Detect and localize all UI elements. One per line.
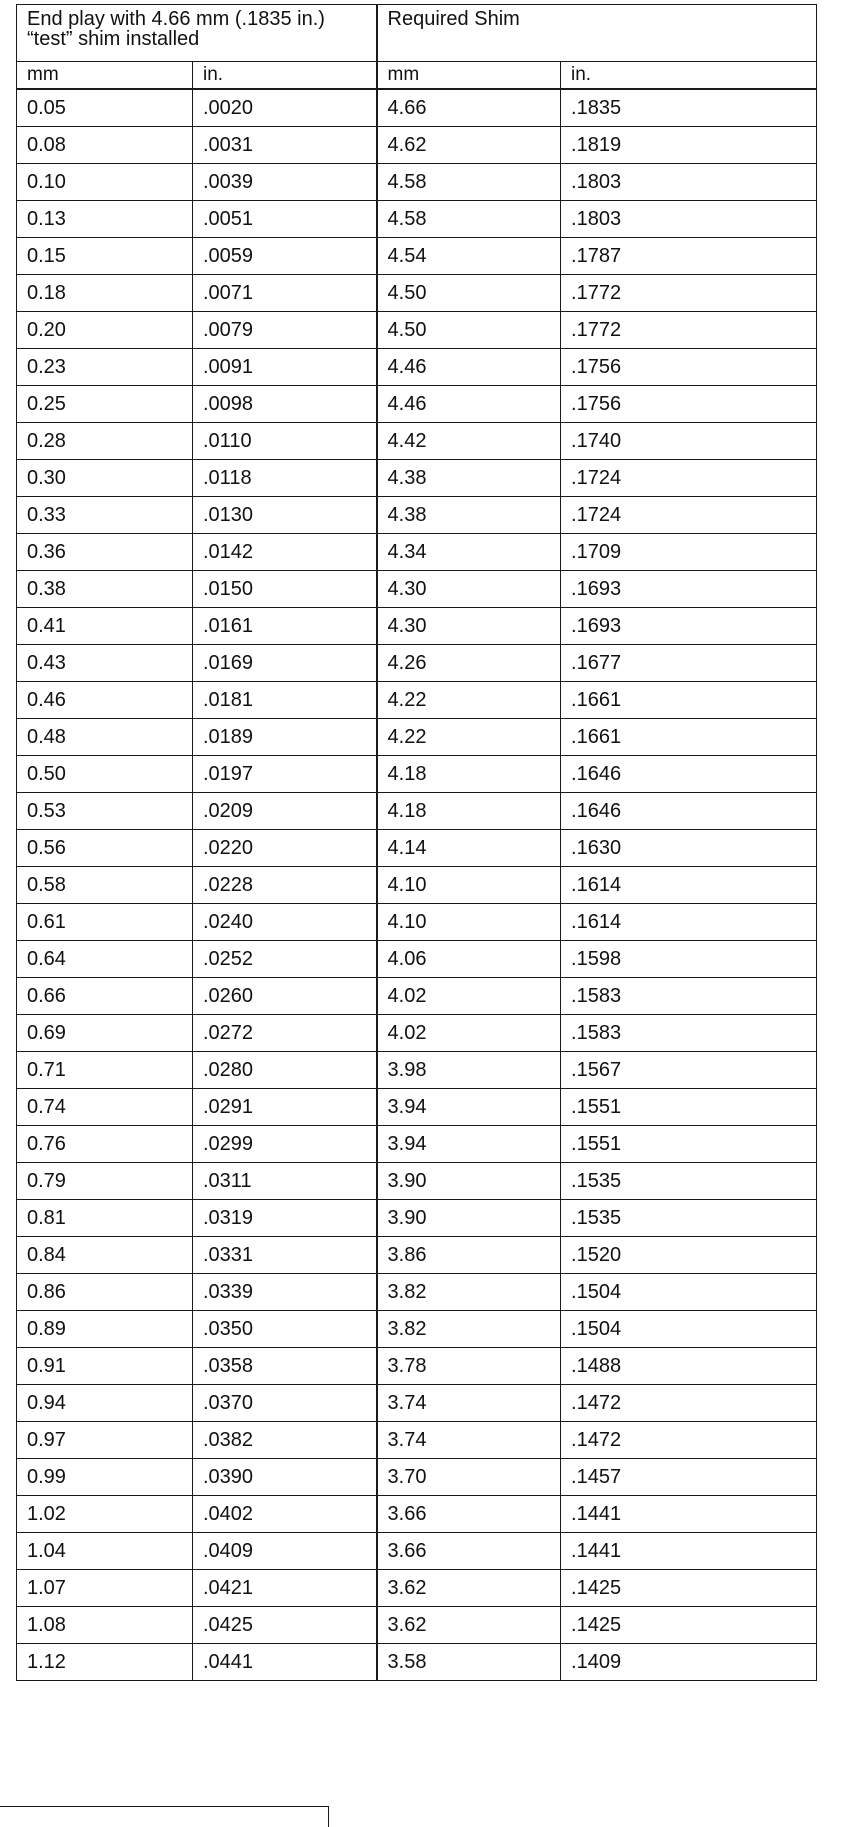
shim-mm-cell: 4.62 xyxy=(377,127,561,164)
end-play-in-cell: .0350 xyxy=(193,1311,377,1348)
end-play-mm-cell: 0.97 xyxy=(17,1422,193,1459)
end-play-mm-cell: 0.99 xyxy=(17,1459,193,1496)
shim-mm-cell: 4.42 xyxy=(377,423,561,460)
end-play-mm-cell: 1.04 xyxy=(17,1533,193,1570)
end-play-in-cell: .0358 xyxy=(193,1348,377,1385)
table-row xyxy=(17,1570,817,1607)
shim-mm-cell: 3.82 xyxy=(377,1274,561,1311)
end-play-mm-cell: 0.56 xyxy=(17,830,193,867)
end-play-in-cell: .0169 xyxy=(193,645,377,682)
end-play-in-cell: .0382 xyxy=(193,1422,377,1459)
end-play-in-cell: .0220 xyxy=(193,830,377,867)
shim-in-cell: .1425 xyxy=(561,1570,817,1607)
end-play-mm-cell: 1.12 xyxy=(17,1644,193,1681)
shim-in-cell: .1661 xyxy=(561,719,817,756)
end-play-mm-cell: 0.46 xyxy=(17,682,193,719)
table-row xyxy=(17,1533,817,1570)
table-row xyxy=(17,1052,817,1089)
table-row xyxy=(17,386,817,423)
shim-mm-cell: 3.90 xyxy=(377,1163,561,1200)
end-play-in-cell: .0020 xyxy=(193,89,377,127)
end-play-mm-cell: 0.25 xyxy=(17,386,193,423)
shim-mm-cell: 4.50 xyxy=(377,312,561,349)
end-play-in-cell: .0240 xyxy=(193,904,377,941)
end-play-mm-cell: 0.71 xyxy=(17,1052,193,1089)
shim-in-cell: .1787 xyxy=(561,238,817,275)
table-row xyxy=(17,1459,817,1496)
shim-mm-cell: 3.66 xyxy=(377,1496,561,1533)
shim-mm-cell: 4.46 xyxy=(377,386,561,423)
shim-in-cell: .1472 xyxy=(561,1422,817,1459)
end-play-in-cell: .0130 xyxy=(193,497,377,534)
shim-mm-cell: 4.46 xyxy=(377,349,561,386)
end-play-mm-cell: 0.28 xyxy=(17,423,193,460)
end-play-in-cell: .0299 xyxy=(193,1126,377,1163)
table-row xyxy=(17,1274,817,1311)
shim-in-cell: .1583 xyxy=(561,978,817,1015)
shim-in-cell: .1551 xyxy=(561,1126,817,1163)
shim-mm-cell: 3.66 xyxy=(377,1533,561,1570)
end-play-mm-cell: 0.23 xyxy=(17,349,193,386)
table-row xyxy=(17,201,817,238)
shim-mm-cell: 3.98 xyxy=(377,1052,561,1089)
table-row xyxy=(17,978,817,1015)
end-play-mm-cell: 0.43 xyxy=(17,645,193,682)
shim-mm-cell: 4.22 xyxy=(377,682,561,719)
end-play-mm-cell: 0.79 xyxy=(17,1163,193,1200)
table-row xyxy=(17,571,817,608)
shim-in-cell: .1441 xyxy=(561,1496,817,1533)
shim-in-cell: .1551 xyxy=(561,1089,817,1126)
shim-in-cell: .1709 xyxy=(561,534,817,571)
end-play-mm-cell: 0.20 xyxy=(17,312,193,349)
end-play-mm-cell: 0.13 xyxy=(17,201,193,238)
end-play-mm-cell: 0.48 xyxy=(17,719,193,756)
end-play-in-cell: .0110 xyxy=(193,423,377,460)
shim-in-cell: .1756 xyxy=(561,386,817,423)
shim-mm-cell: 3.62 xyxy=(377,1570,561,1607)
shim-in-cell: .1614 xyxy=(561,867,817,904)
shim-in-cell: .1520 xyxy=(561,1237,817,1274)
units-row xyxy=(17,62,817,90)
end-play-mm-cell: 0.15 xyxy=(17,238,193,275)
end-play-mm-cell: 0.76 xyxy=(17,1126,193,1163)
shim-in-cell: .1646 xyxy=(561,756,817,793)
shim-in-cell: .1693 xyxy=(561,608,817,645)
table-row xyxy=(17,275,817,312)
table-row xyxy=(17,460,817,497)
table-row xyxy=(17,89,817,127)
end-play-mm-cell: 0.10 xyxy=(17,164,193,201)
end-play-mm-cell: 1.02 xyxy=(17,1496,193,1533)
end-play-in-cell: .0098 xyxy=(193,386,377,423)
shim-in-cell: .1740 xyxy=(561,423,817,460)
end-play-in-cell: .0421 xyxy=(193,1570,377,1607)
required-shim-header: Required Shim xyxy=(377,5,817,62)
shim-mm-cell: 4.02 xyxy=(377,978,561,1015)
shim-mm-cell: 3.74 xyxy=(377,1422,561,1459)
shim-in-cell: .1567 xyxy=(561,1052,817,1089)
shim-in-cell: .1803 xyxy=(561,201,817,238)
shim-in-cell: .1441 xyxy=(561,1533,817,1570)
shim-in-cell: .1583 xyxy=(561,1015,817,1052)
shim-mm-cell: 4.02 xyxy=(377,1015,561,1052)
unit-header-shim-in: in. xyxy=(561,62,817,90)
end-play-in-cell: .0071 xyxy=(193,275,377,312)
shim-in-cell: .1677 xyxy=(561,645,817,682)
shim-in-cell: .1693 xyxy=(561,571,817,608)
shim-mm-cell: 3.82 xyxy=(377,1311,561,1348)
table-row xyxy=(17,793,817,830)
shim-mm-cell: 4.58 xyxy=(377,164,561,201)
end-play-in-cell: .0189 xyxy=(193,719,377,756)
end-play-mm-cell: 0.05 xyxy=(17,89,193,127)
table-row xyxy=(17,1311,817,1348)
shim-mm-cell: 3.78 xyxy=(377,1348,561,1385)
shim-mm-cell: 4.30 xyxy=(377,571,561,608)
end-play-mm-cell: 0.18 xyxy=(17,275,193,312)
table-row xyxy=(17,349,817,386)
table-row xyxy=(17,1348,817,1385)
shim-mm-cell: 4.30 xyxy=(377,608,561,645)
shim-mm-cell: 4.34 xyxy=(377,534,561,571)
table-row xyxy=(17,1385,817,1422)
end-play-mm-cell: 0.86 xyxy=(17,1274,193,1311)
end-play-in-cell: .0280 xyxy=(193,1052,377,1089)
table-row xyxy=(17,645,817,682)
end-play-mm-cell: 0.69 xyxy=(17,1015,193,1052)
end-play-in-cell: .0272 xyxy=(193,1015,377,1052)
shim-in-cell: .1646 xyxy=(561,793,817,830)
shim-in-cell: .1724 xyxy=(561,460,817,497)
shim-in-cell: .1535 xyxy=(561,1163,817,1200)
end-play-in-cell: .0197 xyxy=(193,756,377,793)
table-row xyxy=(17,1422,817,1459)
shim-mm-cell: 4.10 xyxy=(377,904,561,941)
table-row xyxy=(17,127,817,164)
table-row xyxy=(17,830,817,867)
shim-mm-cell: 3.62 xyxy=(377,1607,561,1644)
end-play-mm-cell: 0.64 xyxy=(17,941,193,978)
end-play-mm-cell: 0.91 xyxy=(17,1348,193,1385)
end-play-in-cell: .0091 xyxy=(193,349,377,386)
end-play-in-cell: .0181 xyxy=(193,682,377,719)
end-play-in-cell: .0390 xyxy=(193,1459,377,1496)
end-play-mm-cell: 0.33 xyxy=(17,497,193,534)
table-title-row xyxy=(17,5,817,62)
table-row xyxy=(17,1015,817,1052)
end-play-mm-cell: 0.38 xyxy=(17,571,193,608)
end-play-in-cell: .0311 xyxy=(193,1163,377,1200)
end-play-in-cell: .0161 xyxy=(193,608,377,645)
table-row xyxy=(17,497,817,534)
unit-header-end-play-in: in. xyxy=(193,62,377,90)
shim-mm-cell: 3.58 xyxy=(377,1644,561,1681)
end-play-mm-cell: 0.81 xyxy=(17,1200,193,1237)
end-play-mm-cell: 1.08 xyxy=(17,1607,193,1644)
table-row xyxy=(17,312,817,349)
table-row xyxy=(17,1163,817,1200)
end-play-in-cell: .0039 xyxy=(193,164,377,201)
shim-mm-cell: 3.94 xyxy=(377,1089,561,1126)
table-row xyxy=(17,1200,817,1237)
shim-mm-cell: 4.66 xyxy=(377,89,561,127)
shim-in-cell: .1661 xyxy=(561,682,817,719)
unit-header-shim-mm: mm xyxy=(377,62,561,90)
shim-in-cell: .1504 xyxy=(561,1274,817,1311)
end-play-mm-cell: 0.53 xyxy=(17,793,193,830)
end-play-mm-cell: 0.74 xyxy=(17,1089,193,1126)
table-row xyxy=(17,164,817,201)
shim-in-cell: .1614 xyxy=(561,904,817,941)
end-play-in-cell: .0252 xyxy=(193,941,377,978)
end-play-mm-cell: 0.08 xyxy=(17,127,193,164)
shim-in-cell: .1772 xyxy=(561,275,817,312)
unit-header-end-play-mm: mm xyxy=(17,62,193,90)
end-play-mm-cell: 0.30 xyxy=(17,460,193,497)
end-play-mm-cell: 0.89 xyxy=(17,1311,193,1348)
end-play-mm-cell: 1.07 xyxy=(17,1570,193,1607)
table-row xyxy=(17,534,817,571)
shim-mm-cell: 3.86 xyxy=(377,1237,561,1274)
shim-mm-cell: 4.18 xyxy=(377,793,561,830)
shim-in-cell: .1724 xyxy=(561,497,817,534)
table-row xyxy=(17,238,817,275)
shim-in-cell: .1504 xyxy=(561,1311,817,1348)
shim-in-cell: .1598 xyxy=(561,941,817,978)
end-play-in-cell: .0079 xyxy=(193,312,377,349)
end-play-in-cell: .0409 xyxy=(193,1533,377,1570)
end-play-mm-cell: 0.94 xyxy=(17,1385,193,1422)
end-play-in-cell: .0319 xyxy=(193,1200,377,1237)
table-row xyxy=(17,941,817,978)
table-row xyxy=(17,1644,817,1681)
shim-mm-cell: 4.06 xyxy=(377,941,561,978)
end-play-header: End play with 4.66 mm (.1835 in.) “test” shim installed xyxy=(17,5,377,62)
end-play-in-cell: .0150 xyxy=(193,571,377,608)
end-play-mm-cell: 0.36 xyxy=(17,534,193,571)
table-row xyxy=(17,867,817,904)
shim-mm-cell: 4.14 xyxy=(377,830,561,867)
end-play-in-cell: .0441 xyxy=(193,1644,377,1681)
shim-mm-cell: 3.74 xyxy=(377,1385,561,1422)
shim-in-cell: .1756 xyxy=(561,349,817,386)
table-row xyxy=(17,1607,817,1644)
end-play-in-cell: .0425 xyxy=(193,1607,377,1644)
shim-in-cell: .1803 xyxy=(561,164,817,201)
end-play-in-cell: .0118 xyxy=(193,460,377,497)
shim-mm-cell: 3.70 xyxy=(377,1459,561,1496)
table-row xyxy=(17,1089,817,1126)
shim-in-cell: .1472 xyxy=(561,1385,817,1422)
end-play-in-cell: .0228 xyxy=(193,867,377,904)
shim-in-cell: .1457 xyxy=(561,1459,817,1496)
end-play-in-cell: .0339 xyxy=(193,1274,377,1311)
table-row xyxy=(17,904,817,941)
end-play-in-cell: .0291 xyxy=(193,1089,377,1126)
table-row xyxy=(17,756,817,793)
shim-mm-cell: 3.94 xyxy=(377,1126,561,1163)
shim-mm-cell: 4.26 xyxy=(377,645,561,682)
end-play-in-cell: .0260 xyxy=(193,978,377,1015)
shim-in-cell: .1535 xyxy=(561,1200,817,1237)
table-row xyxy=(17,1126,817,1163)
table-row xyxy=(17,608,817,645)
table-row xyxy=(17,1237,817,1274)
end-play-in-cell: .0370 xyxy=(193,1385,377,1422)
end-play-mm-cell: 0.84 xyxy=(17,1237,193,1274)
table-row xyxy=(17,719,817,756)
shim-in-cell: .1630 xyxy=(561,830,817,867)
end-play-in-cell: .0031 xyxy=(193,127,377,164)
shim-mm-cell: 4.22 xyxy=(377,719,561,756)
table-row xyxy=(17,682,817,719)
shim-in-cell: .1835 xyxy=(561,89,817,127)
end-play-mm-cell: 0.58 xyxy=(17,867,193,904)
shim-mm-cell: 4.38 xyxy=(377,460,561,497)
end-play-mm-cell: 0.61 xyxy=(17,904,193,941)
end-play-in-cell: .0142 xyxy=(193,534,377,571)
end-play-in-cell: .0331 xyxy=(193,1237,377,1274)
shim-in-cell: .1488 xyxy=(561,1348,817,1385)
end-play-mm-cell: 0.66 xyxy=(17,978,193,1015)
shim-mm-cell: 4.54 xyxy=(377,238,561,275)
shim-in-cell: .1425 xyxy=(561,1607,817,1644)
table-row xyxy=(17,423,817,460)
end-play-in-cell: .0051 xyxy=(193,201,377,238)
shim-in-cell: .1409 xyxy=(561,1644,817,1681)
end-play-mm-cell: 0.50 xyxy=(17,756,193,793)
table-row xyxy=(17,1496,817,1533)
shim-mm-cell: 3.90 xyxy=(377,1200,561,1237)
shim-mm-cell: 4.50 xyxy=(377,275,561,312)
end-play-mm-cell: 0.41 xyxy=(17,608,193,645)
end-play-in-cell: .0402 xyxy=(193,1496,377,1533)
shim-mm-cell: 4.38 xyxy=(377,497,561,534)
shim-mm-cell: 4.58 xyxy=(377,201,561,238)
end-play-in-cell: .0209 xyxy=(193,793,377,830)
shim-selection-table xyxy=(16,4,817,1681)
shim-mm-cell: 4.18 xyxy=(377,756,561,793)
shim-in-cell: .1772 xyxy=(561,312,817,349)
shim-in-cell: .1819 xyxy=(561,127,817,164)
end-play-in-cell: .0059 xyxy=(193,238,377,275)
shim-mm-cell: 4.10 xyxy=(377,867,561,904)
